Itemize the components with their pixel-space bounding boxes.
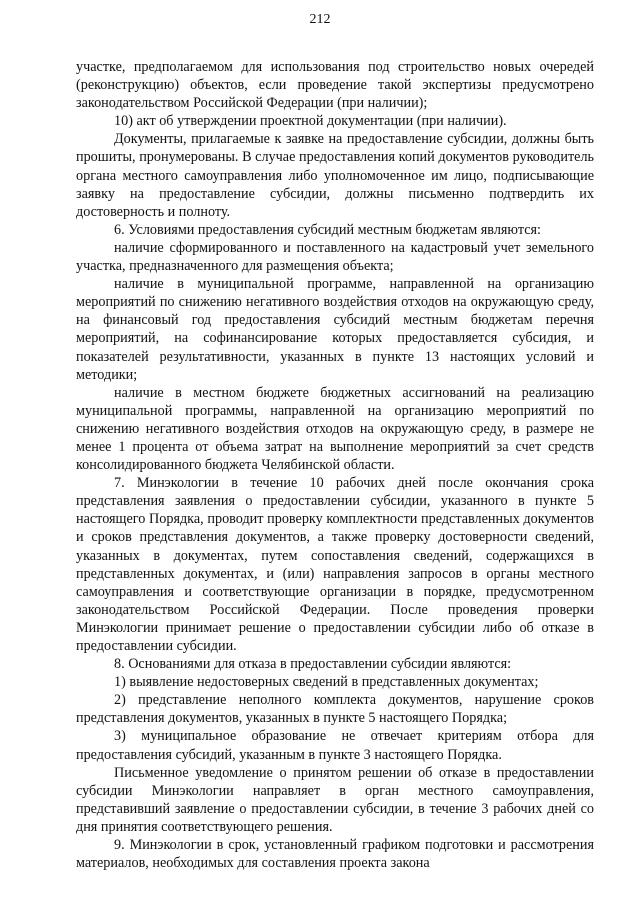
page-number: 212	[309, 12, 331, 27]
paragraph: 9. Минэкологии в срок, установленный графиком подготовки и рассмотрения материалов, необходимых для составления проекта закона	[76, 837, 594, 872]
paragraph: 7. Минэкологии в течение 10 рабочих дней после окончания срока представления заявления о предоставлении субсидии, указанного в пункте 5 настоящего Порядка, проводит проверку комплектности представленных документов и сроков представления документов, а также проверку достоверности сведений, указанных в документах, путем сопоставления сведений, содержащихся в представленных документах, и (или) направления запросов в органы местного самоуправления и соответствующие организации в порядке, предусмотренном законодательством Российской Федерации. После проведения проверки Минэкологии принимает решение о предоставлении субсидии либо об отказе в предоставлении субсидии.	[76, 475, 594, 654]
document-body	[76, 58, 594, 872]
paragraph: 8. Основаниями для отказа в предоставлении субсидии являются:	[114, 656, 512, 673]
paragraph: Письменное уведомление о принятом решении об отказе в предоставлении субсидии Минэкологии направляет в орган местного самоуправления, представивший заявление о предоставлении субсидии, в течение 3 рабочих дней со дня принятия соответствующего решения.	[76, 764, 594, 835]
paragraph: участке, предполагаемом для использования под строительство новых очередей (реконструкцию) объектов, если проведение такой экспертизы предусмотрено законодательством Российской Федерации (при наличии);	[76, 59, 594, 112]
paragraph: 2) представление неполного комплекта документов, нарушение сроков представления документов, указанных в пункте 5 настоящего Порядка;	[76, 692, 594, 727]
paragraph: наличие в местном бюджете бюджетных ассигнований на реализацию муниципальной программы, направленной на организацию мероприятий по снижению негативного воздействия отходов на окружающую среду, в размере не менее 1 процента от объема затрат на выполнение мероприятий за счет средств консолидированного бюджета Челябинской области.	[76, 384, 594, 474]
paragraph: наличие сформированного и поставленного на кадастровый учет земельного участка, предназначенного для размещения объекта;	[76, 239, 594, 275]
paragraph: 1) выявление недостоверных сведений в представленных документах;	[114, 674, 539, 691]
paragraph: 6. Условиями предоставления субсидий местным бюджетам являются:	[114, 221, 541, 238]
paragraph: 3) муниципальное образование не отвечает критериям отбора для предоставления субсидий, указанным в пункте 3 настоящего Порядка.	[76, 728, 594, 763]
paragraph: 10) акт об утверждении проектной документации (при наличии).	[114, 113, 507, 130]
paragraph: наличие в муниципальной программе, направленной на организацию мероприятий по снижению негативного воздействия отходов на окружающую среду, на финансовый год предоставления субсидий местным бюджетам перечня мероприятий, на софинансирование которых предоставляется субсидия, и показателей результативности, указанных в пункте 13 настоящих условий и методики;	[76, 276, 594, 383]
paragraph: Документы, прилагаемые к заявке на предоставление субсидии, должны быть прошиты, пронумерованы. В случае предоставления копий документов руководитель органа местного самоуправления либо уполномоченное им лицо, подписывающие заявку на предоставление субсидии, должны письменно подтвердить их достоверность и полноту.	[76, 131, 594, 220]
